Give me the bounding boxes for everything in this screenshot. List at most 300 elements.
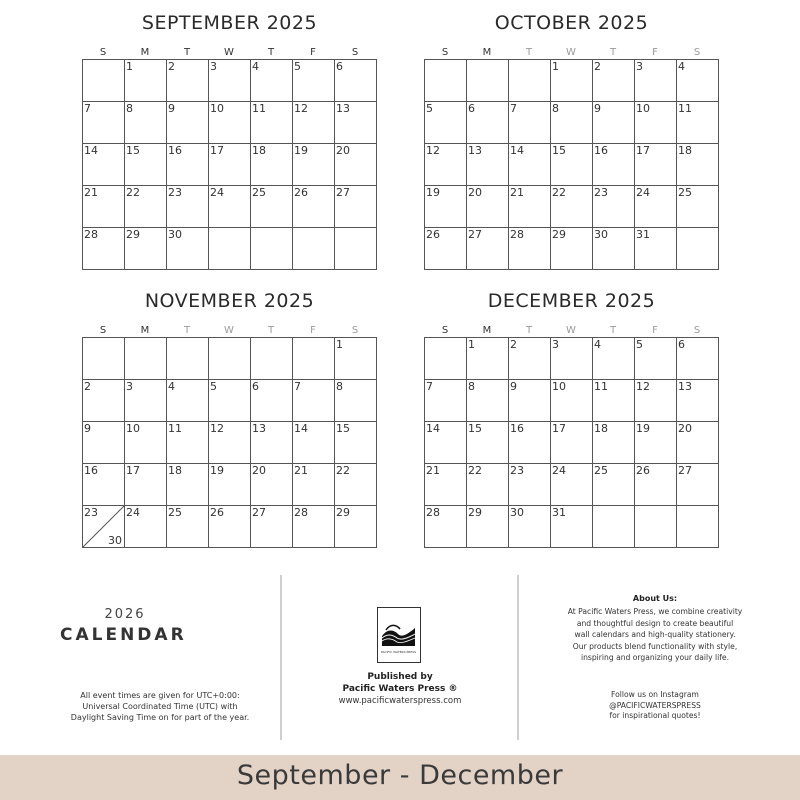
day-cell [551, 380, 593, 422]
day-cell [509, 338, 551, 380]
day-cell [425, 338, 467, 380]
day-cell [551, 144, 593, 186]
day-number: 8 [468, 380, 475, 393]
day-cell [167, 228, 209, 270]
weekday-label: S [99, 325, 107, 336]
weekday-label: W [224, 47, 234, 58]
day-cell [635, 186, 677, 228]
day-cell [509, 506, 551, 548]
day-number: 20 [336, 144, 350, 157]
day-cell [467, 506, 509, 548]
day-number: 18 [168, 464, 182, 477]
day-cell [593, 338, 635, 380]
day-number: 3 [126, 380, 133, 393]
day-cell [251, 228, 293, 270]
day-cell [293, 338, 335, 380]
day-number: 18 [252, 144, 266, 157]
day-cell [335, 506, 377, 548]
day-number: 22 [468, 464, 482, 477]
day-cell [635, 144, 677, 186]
day-cell [251, 380, 293, 422]
day-number: 11 [594, 380, 608, 393]
publisher-url[interactable]: www.pacificwaterspress.com [338, 696, 462, 706]
day-cell [635, 102, 677, 144]
day-cell [677, 144, 719, 186]
weekday-label: F [310, 325, 316, 336]
day-number: 14 [294, 422, 308, 435]
month-grid [424, 337, 719, 548]
day-cell [125, 102, 167, 144]
day-cell [83, 464, 125, 506]
day-number: 27 [336, 186, 350, 199]
day-cell [551, 338, 593, 380]
day-number: 5 [636, 338, 643, 351]
day-number: 29 [468, 506, 482, 519]
day-number: 27 [468, 228, 482, 241]
day-cell [83, 102, 125, 144]
day-cell [467, 60, 509, 102]
day-number: 27 [678, 464, 692, 477]
day-cell [209, 338, 251, 380]
day-cell [467, 228, 509, 270]
day-cell [677, 464, 719, 506]
day-number: 1 [468, 338, 475, 351]
day-number: 29 [126, 228, 140, 241]
day-number: 7 [426, 380, 433, 393]
wave-logo-icon [378, 608, 419, 661]
day-number: 28 [426, 506, 440, 519]
day-number: 20 [252, 464, 266, 477]
day-cell [251, 338, 293, 380]
weekday-label: T [525, 47, 533, 58]
weekday-label: M [482, 325, 492, 336]
day-number: 18 [678, 144, 692, 157]
day-number: 13 [336, 102, 350, 115]
day-cell [83, 144, 125, 186]
month-title: SEPTEMBER 2025 [141, 12, 318, 34]
weekday-label: T [609, 325, 617, 336]
day-cell [335, 144, 377, 186]
day-cell [83, 228, 125, 270]
day-number: 10 [126, 422, 140, 435]
day-cell [593, 60, 635, 102]
day-number: 19 [294, 144, 308, 157]
day-number: 11 [252, 102, 266, 115]
day-number: 14 [84, 144, 98, 157]
day-cell [467, 422, 509, 464]
weekday-label: S [351, 47, 359, 58]
day-number: 25 [594, 464, 608, 477]
weekday-label: S [693, 47, 701, 58]
day-cell [293, 380, 335, 422]
day-cell [467, 186, 509, 228]
footer-label: September - December [236, 760, 564, 791]
weekday-label: W [566, 47, 576, 58]
day-cell [509, 380, 551, 422]
day-cell [167, 422, 209, 464]
day-number: 3 [552, 338, 559, 351]
day-number: 6 [252, 380, 259, 393]
day-cell [509, 102, 551, 144]
weekday-label: F [310, 47, 316, 58]
day-cell [677, 102, 719, 144]
day-cell [509, 422, 551, 464]
weekday-label: M [482, 47, 492, 58]
day-number: 13 [468, 144, 482, 157]
weekday-label: T [183, 325, 191, 336]
day-number: 17 [552, 422, 566, 435]
timezone-note-line: Universal Coordinated Time (UTC) with [82, 702, 238, 711]
day-cell [635, 464, 677, 506]
weekday-label: S [351, 325, 359, 336]
day-cell [167, 464, 209, 506]
day-cell [635, 380, 677, 422]
day-cell [293, 228, 335, 270]
day-cell [125, 186, 167, 228]
day-number: 17 [126, 464, 140, 477]
day-cell [167, 338, 209, 380]
day-cell [551, 186, 593, 228]
divider-right [517, 575, 519, 740]
day-number: 30 [108, 534, 122, 547]
about-line: and thoughtful design to create beautiful [576, 618, 734, 628]
day-cell [551, 422, 593, 464]
day-cell [293, 422, 335, 464]
day-number: 14 [510, 144, 524, 157]
day-number: 31 [636, 228, 650, 241]
day-cell [551, 506, 593, 548]
day-cell [209, 506, 251, 548]
day-cell [83, 338, 125, 380]
day-number: 21 [510, 186, 524, 199]
instagram-handle[interactable]: @PACIFICWATERSPRESS [609, 700, 701, 710]
day-cell [167, 380, 209, 422]
day-number: 23 [594, 186, 608, 199]
day-number: 26 [294, 186, 308, 199]
day-number: 9 [84, 422, 91, 435]
day-cell [593, 228, 635, 270]
day-cell [677, 186, 719, 228]
day-cell [167, 186, 209, 228]
day-cell [125, 144, 167, 186]
publisher-name: Pacific Waters Press ® [342, 684, 458, 694]
day-cell [209, 60, 251, 102]
day-number: 26 [426, 228, 440, 241]
month-grid [424, 59, 719, 270]
day-cell [125, 60, 167, 102]
day-cell [293, 464, 335, 506]
day-cell [125, 228, 167, 270]
day-cell [293, 144, 335, 186]
day-number: 9 [510, 380, 517, 393]
day-cell [335, 228, 377, 270]
day-cell [209, 422, 251, 464]
day-cell [251, 464, 293, 506]
day-number: 10 [552, 380, 566, 393]
month-grid [82, 59, 377, 270]
day-cell [293, 102, 335, 144]
day-cell [551, 464, 593, 506]
day-cell [167, 144, 209, 186]
day-number: 4 [252, 60, 259, 73]
day-cell [209, 102, 251, 144]
day-cell [635, 506, 677, 548]
day-number: 26 [210, 506, 224, 519]
day-number: 21 [294, 464, 308, 477]
calendar-heading: CALENDAR [60, 625, 187, 645]
day-number: 30 [168, 228, 182, 241]
weekday-label: T [525, 325, 533, 336]
weekday-label: S [693, 325, 701, 336]
day-cell [677, 506, 719, 548]
about-line: At Pacific Waters Press, we combine creativity [567, 607, 743, 616]
published-by-label: Published by [367, 672, 433, 682]
day-number: 3 [636, 60, 643, 73]
day-cell [335, 380, 377, 422]
day-cell [167, 506, 209, 548]
day-cell [293, 186, 335, 228]
day-cell [83, 422, 125, 464]
follow-line: Follow us on Instagram [611, 690, 699, 699]
day-cell [509, 228, 551, 270]
day-cell [635, 60, 677, 102]
publisher-logo [377, 607, 421, 663]
day-cell [425, 186, 467, 228]
day-cell [335, 102, 377, 144]
day-number: 2 [84, 380, 91, 393]
month-title: NOVEMBER 2025 [144, 290, 315, 312]
day-cell [335, 464, 377, 506]
day-cell [251, 60, 293, 102]
day-number: 16 [84, 464, 98, 477]
weekday-label: T [267, 325, 275, 336]
day-number: 24 [552, 464, 566, 477]
day-number: 6 [336, 60, 343, 73]
day-number: 10 [210, 102, 224, 115]
day-cell [635, 228, 677, 270]
weekday-label: T [267, 47, 275, 58]
day-number: 21 [84, 186, 98, 199]
day-number: 12 [294, 102, 308, 115]
day-cell [677, 228, 719, 270]
instagram-follow [540, 690, 770, 722]
day-number: 6 [678, 338, 685, 351]
weekday-label: T [183, 47, 191, 58]
day-cell [425, 422, 467, 464]
timezone-note-line: Daylight Saving Time on for part of the year. [70, 713, 250, 722]
day-number: 8 [126, 102, 133, 115]
day-number: 11 [168, 422, 182, 435]
day-cell [293, 506, 335, 548]
day-cell [551, 228, 593, 270]
day-cell [425, 102, 467, 144]
day-cell [425, 506, 467, 548]
day-cell [593, 464, 635, 506]
weekday-label: F [652, 325, 658, 336]
about-line: wall calendars and high-quality stationery. [574, 630, 736, 640]
day-cell [335, 60, 377, 102]
day-cell [425, 144, 467, 186]
day-cell [125, 422, 167, 464]
day-cell [425, 60, 467, 102]
day-number: 17 [636, 144, 650, 157]
about-line: inspiring and organizing your daily life. [580, 653, 730, 663]
day-number: 5 [294, 60, 301, 73]
day-cell [593, 144, 635, 186]
day-number: 10 [636, 102, 650, 115]
day-number: 4 [168, 380, 175, 393]
day-number: 25 [678, 186, 692, 199]
day-number: 5 [426, 102, 433, 115]
day-cell [551, 102, 593, 144]
month-title: DECEMBER 2025 [487, 290, 656, 312]
day-number: 24 [126, 506, 140, 519]
day-cell [677, 338, 719, 380]
divider-left [280, 575, 282, 740]
day-number: 17 [210, 144, 224, 157]
weekday-label: M [140, 325, 150, 336]
weekday-label: S [99, 47, 107, 58]
month-december [424, 290, 719, 550]
day-cell [593, 186, 635, 228]
day-number: 12 [426, 144, 440, 157]
day-number: 19 [426, 186, 440, 199]
day-cell [167, 60, 209, 102]
day-cell [209, 186, 251, 228]
month-november [82, 290, 377, 550]
weekday-label: S [441, 325, 449, 336]
day-cell [251, 186, 293, 228]
month-september [82, 12, 377, 272]
day-number: 15 [336, 422, 350, 435]
month-october [424, 12, 719, 272]
calendar-year: 2026 [104, 607, 146, 622]
about-line: Our products blend functionality with style, [572, 641, 738, 651]
day-number: 15 [126, 144, 140, 157]
about-text [540, 606, 770, 664]
day-cell [467, 464, 509, 506]
day-number: 11 [678, 102, 692, 115]
day-number: 19 [210, 464, 224, 477]
day-cell [425, 464, 467, 506]
day-cell [251, 422, 293, 464]
day-number: 13 [678, 380, 692, 393]
day-cell [467, 144, 509, 186]
day-cell [83, 60, 125, 102]
weekday-label: F [652, 47, 658, 58]
day-number: 16 [510, 422, 524, 435]
weekday-label: T [609, 47, 617, 58]
day-cell [293, 60, 335, 102]
day-number: 26 [636, 464, 650, 477]
day-number: 9 [594, 102, 601, 115]
day-number: 23 [168, 186, 182, 199]
day-number: 8 [336, 380, 343, 393]
day-cell [509, 186, 551, 228]
timezone-note-line: All event times are given for UTC+0:00: [80, 691, 240, 700]
day-cell [425, 228, 467, 270]
day-cell [125, 380, 167, 422]
day-number: 29 [552, 228, 566, 241]
day-number: 8 [552, 102, 559, 115]
day-cell [677, 422, 719, 464]
day-cell [83, 380, 125, 422]
day-cell [209, 380, 251, 422]
day-number: 28 [510, 228, 524, 241]
day-cell [209, 144, 251, 186]
day-cell [251, 506, 293, 548]
day-number: 2 [594, 60, 601, 73]
day-number: 23 [84, 506, 98, 519]
about-title: About Us: [632, 594, 678, 603]
day-cell [677, 380, 719, 422]
day-cell [251, 102, 293, 144]
day-number: 2 [168, 60, 175, 73]
day-number: 28 [84, 228, 98, 241]
day-number: 22 [552, 186, 566, 199]
day-number: 3 [210, 60, 217, 73]
day-number: 12 [636, 380, 650, 393]
day-cell [677, 60, 719, 102]
weekday-label: S [441, 47, 449, 58]
day-cell [593, 102, 635, 144]
day-cell [509, 464, 551, 506]
day-number: 7 [510, 102, 517, 115]
weekday-label: W [566, 325, 576, 336]
day-number: 25 [168, 506, 182, 519]
day-number: 30 [594, 228, 608, 241]
day-number: 15 [468, 422, 482, 435]
month-grid [82, 337, 377, 548]
day-cell [509, 60, 551, 102]
day-number: 25 [252, 186, 266, 199]
weekday-label: W [224, 325, 234, 336]
day-number: 16 [168, 144, 182, 157]
day-cell [125, 464, 167, 506]
day-number: 16 [594, 144, 608, 157]
day-cell [251, 144, 293, 186]
day-cell [593, 422, 635, 464]
day-cell [635, 422, 677, 464]
day-cell [209, 228, 251, 270]
day-cell [467, 102, 509, 144]
day-number: 7 [84, 102, 91, 115]
timezone-note [45, 690, 275, 723]
day-number: 12 [210, 422, 224, 435]
day-number: 22 [336, 464, 350, 477]
day-number: 20 [678, 422, 692, 435]
month-title: OCTOBER 2025 [494, 12, 649, 34]
follow-line: for inspirational quotes! [609, 711, 701, 721]
day-cell [425, 380, 467, 422]
day-cell [83, 506, 125, 548]
day-number: 23 [510, 464, 524, 477]
day-number: 13 [252, 422, 266, 435]
day-number: 4 [678, 60, 685, 73]
day-cell [509, 144, 551, 186]
day-number: 18 [594, 422, 608, 435]
day-number: 27 [252, 506, 266, 519]
day-number: 28 [294, 506, 308, 519]
day-cell [335, 338, 377, 380]
day-cell [125, 506, 167, 548]
day-number: 7 [294, 380, 301, 393]
day-number: 31 [552, 506, 566, 519]
day-number: 14 [426, 422, 440, 435]
day-number: 2 [510, 338, 517, 351]
day-cell [551, 60, 593, 102]
day-cell [593, 380, 635, 422]
